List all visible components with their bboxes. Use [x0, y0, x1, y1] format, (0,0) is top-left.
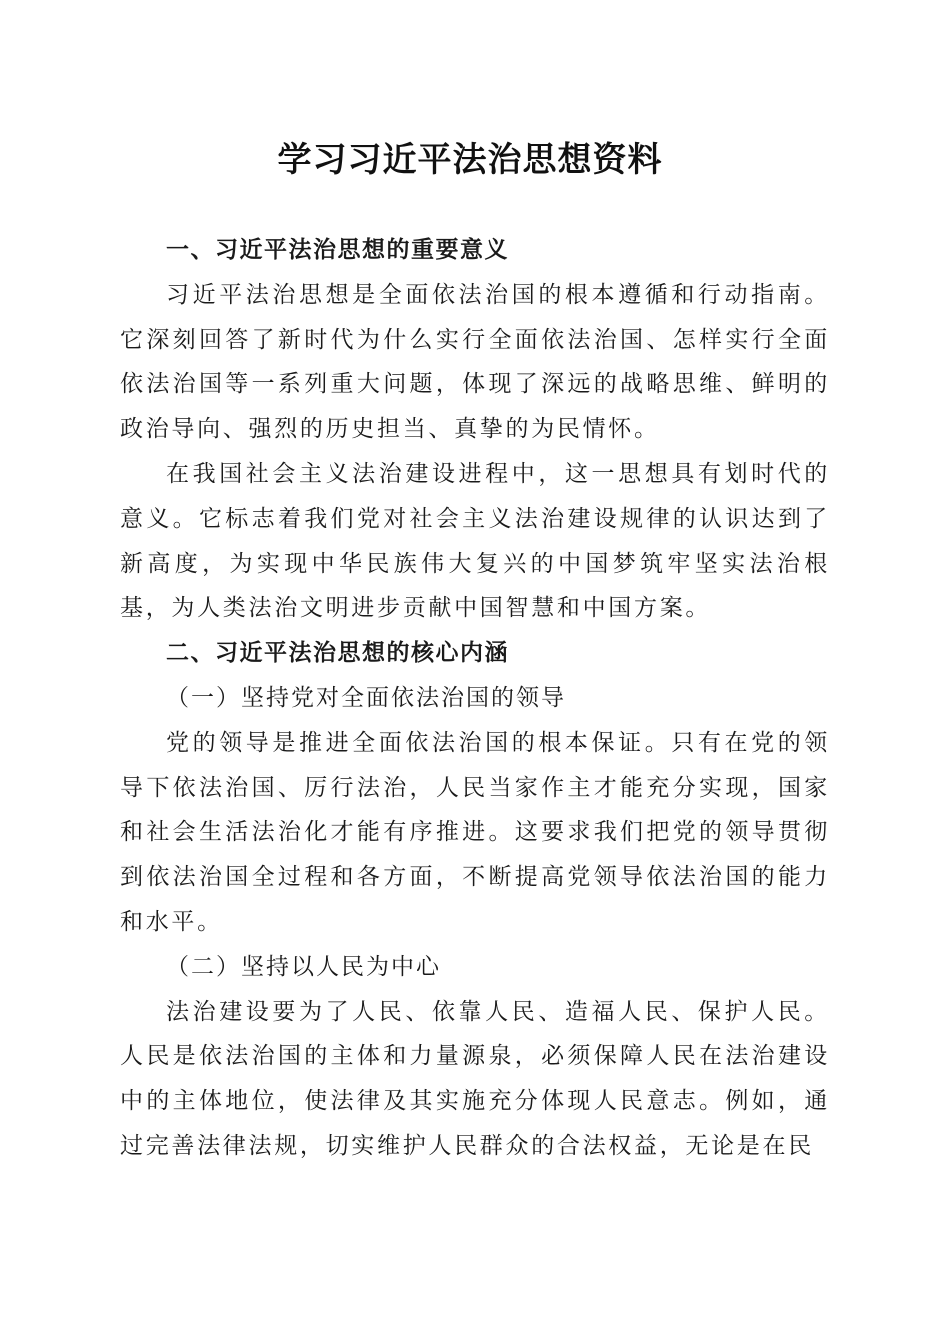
body-paragraph: 习近平法治思想是全面依法治国的根本遵循和行动指南。它深刻回答了新时代为什么实行全面依法治国、怎样实行全面依法治国等一系列重大问题，体现了深远的战略思维、鲜明的政治导向、强烈的历史担当、真挚的为民情怀。: [120, 281, 830, 443]
subsection-heading-party-leadership: （一）坚持党对全面依法治国的领导: [166, 684, 566, 711]
body-paragraph: 在我国社会主义法治建设进程中，这一思想具有划时代的意义。它标志着我们党对社会主义法治建设规律的认识达到了新高度，为实现中华民族伟大复兴的中国梦筑牢坚实法治根基，为人类法治文明进步贡献中国智慧和中国方案。: [120, 460, 830, 622]
document-body: [120, 228, 830, 1169]
body-paragraph: 党的领导是推进全面依法治国的根本保证。只有在党的领导下依法治国、厉行法治，人民当家作主才能充分实现，国家和社会生活法治化才能有序推进。这要求我们把党的领导贯彻到依法治国全过程和各方面，不断提高党领导依法治国的能力和水平。: [120, 729, 830, 935]
section-heading-significance: 一、习近平法治思想的重要意义: [166, 237, 509, 263]
subsection-heading-people-centered: （二）坚持以人民为中心: [166, 953, 441, 980]
section-heading-core-content: 二、习近平法治思想的核心内涵: [166, 640, 509, 667]
body-paragraph: 法治建设要为了人民、依靠人民、造福人民、保护人民。人民是依法治国的主体和力量源泉，必须保障人民在法治建设中的主体地位，使法律及其实施充分体现人民意志。例如，通过完善法律法规，切实维护人民群众的合法权益，无论是在民: [120, 998, 830, 1159]
document-title: 学习习近平法治思想资料: [277, 140, 663, 180]
